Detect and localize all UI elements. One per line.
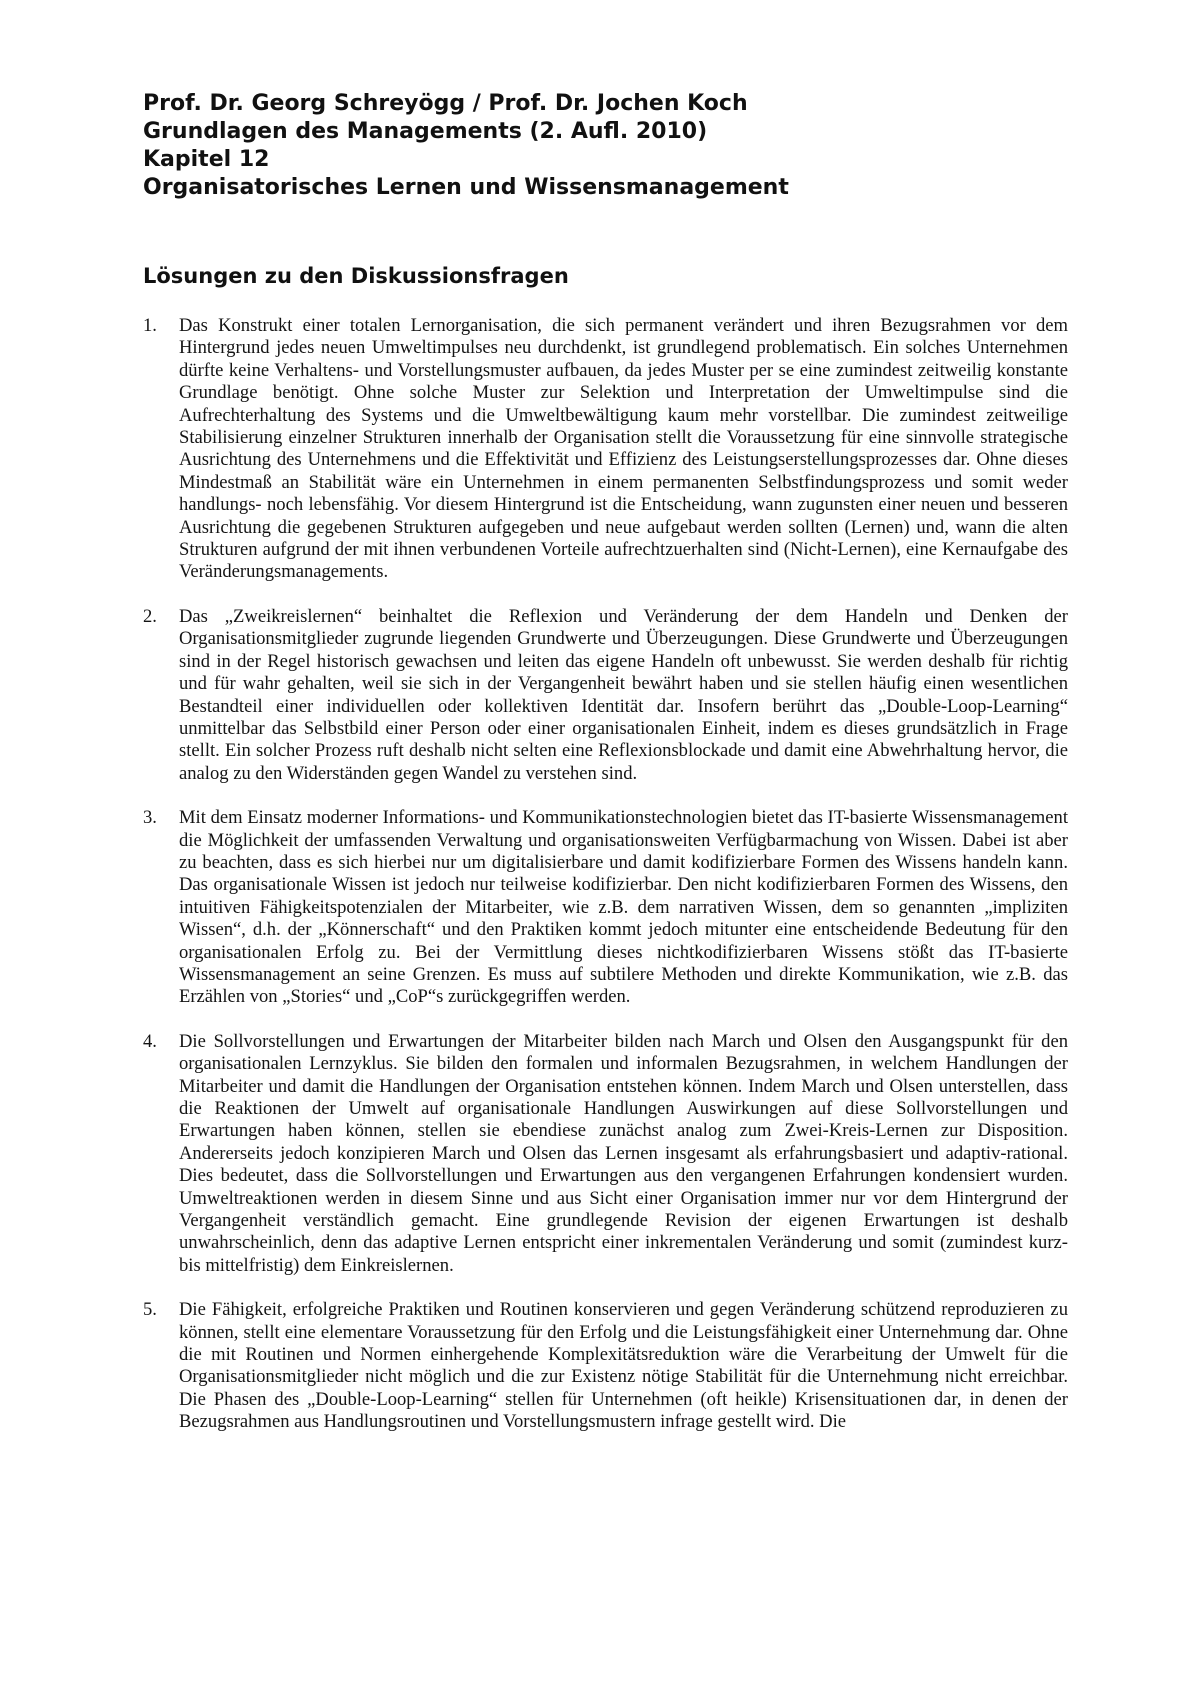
answer-item xyxy=(143,315,1068,584)
answer-number: 2. xyxy=(143,605,157,627)
answer-item xyxy=(143,807,1068,1009)
answer-number: 1. xyxy=(143,315,157,336)
answer-text: Das Konstrukt einer totalen Lernorganisation, die sich permanent verändert und ihren Bezugsrahmen vor dem Hintergrund jedes neuen Umweltimpulses neu durchdenkt, ist grundlegend problematisch. Ein solches Unternehmen dürfte keine Verhaltens- und Vorstellungsmuster aufbauen, da jedes Muster per se eine zumindest zeitweilig konstante Grundlage benötigt. Ohne solche Muster zur Selektion und Interpretation der Umweltimpulse sind die Aufrechterhaltung des Systems und die Umweltbewältigung kaum mehr vorstellbar. Die zumindest zeitweilige Stabilisierung einzelner Strukturen innerhalb der Organisation stellt die Voraussetzung für eine sinnvolle strategische Ausrichtung des Unternehmens und die Effektivität und Effizienz des Leistungserstellungsprozesses dar. Ohne dieses Mindestmaß an Stabilität wäre ein Unternehmen in einem permanenten Selbstfindungsprozess und somit weder handlungs- noch lebensfähig. Vor diesem Hintergrund ist die Entscheidung, wann zugunsten einer neuen und besseren Ausrichtung die gegebenen Strukturen aufgegeben und neue aufgebaut werden sollten (Lernen) und, wann die alten Strukturen aufgrund der mit ihnen verbundenen Vorteile aufrechtzuerhalten sind (Nicht-Lernen), eine Kernaufgabe des Veränderungsmanagements. xyxy=(179,315,1068,583)
chapter-title-line: Organisatorisches Lernen und Wissensmanagement xyxy=(143,175,789,200)
document-header xyxy=(143,90,1063,202)
answer-number: 4. xyxy=(143,1030,157,1052)
answer-text: Die Sollvorstellungen und Erwartungen der Mitarbeiter bilden nach March und Olsen den Ausgangspunkt für den organisationalen Lernzyklus. Sie bilden den formalen und informalen Bezugsrahmen, in welchem Handlungen der Mitarbeiter und damit die Handlungen der Organisation entstehen können. Indem March und Olsen unterstellen, dass die Reaktionen der Umwelt auf organisationale Handlungen Auswirkungen auf diese Sollvorstellungen und Erwartungen haben können, stellen sie ebendiese zunächst analog zum Zwei-Kreis-Lernen zur Disposition. Andererseits jedoch konzipieren March und Olsen das Lernen insgesamt als erfahrungsbasiert und adaptiv-rational. Dies bedeutet, dass die Sollvorstellungen und Erwartungen aus den vergangenen Erfahrungen kondensiert wurden. Umweltreaktionen werden in diesem Sinne und aus Sicht einer Organisation immer nur vor dem Hintergrund der Vergangenheit verständlich gemacht. Eine grundlegende Revision der eigenen Erwartungen ist deshalb unwahrscheinlich, denn das adaptive Lernen entspricht einer inkrementalen Veränderung und somit (zumindest kurz- bis mittelfristig) dem Einkreislernen. xyxy=(179,1030,1068,1276)
book-title-line: Grundlagen des Managements (2. Aufl. 2010) xyxy=(143,119,708,144)
answer-text: Die Fähigkeit, erfolgreiche Praktiken und Routinen konservieren und gegen Veränderung schützend reproduzieren zu können, stellt eine elementare Voraussetzung für den Erfolg und die Leistungsfähigkeit einer Unternehmung dar. Ohne die mit Routinen und Normen einhergehende Komplexitätsreduktion wäre die Verarbeitung der Umwelt für die Organisationsmitglieder nicht möglich und die zur Existenz nötige Stabilität für die Unternehmung nicht erreichbar. Die Phasen des „Double-Loop-Learning“ stellen für Unternehmen (oft heikle) Krisensituationen dar, in denen der Bezugsrahmen aus Handlungsroutinen und Vorstellungsmustern infrage gestellt wird. Die xyxy=(179,1299,1068,1433)
section-heading: Lösungen zu den Diskussionsfragen xyxy=(143,264,569,288)
author-line: Prof. Dr. Georg Schreyögg / Prof. Dr. Jochen Koch xyxy=(143,91,748,116)
answer-text: Das „Zweikreislernen“ beinhaltet die Reflexion und Veränderung der dem Handeln und Denken der Organisationsmitglieder zugrunde liegenden Grundwerte und Überzeugungen. Diese Grundwerte und Überzeugungen sind in der Regel historisch gewachsen und leiten das eigene Handeln oft unbewusst. Sie werden deshalb für richtig und für wahr gehalten, weil sie sich in der Vergangenheit bewährt haben und sie stellen häufig einen wesentlichen Bestandteil einer individuellen oder kollektiven Identität dar. Insofern berührt das „Double-Loop-Learning“ unmittelbar das Selbstbild einer Person oder einer organisationalen Einheit, indem es dieses grundsätzlich in Frage stellt. Ein solcher Prozess ruft deshalb nicht selten eine Reflexionsblockade und damit eine Abwehrhaltung hervor, die analog zu den Widerständen gegen Wandel zu verstehen sind. xyxy=(179,605,1068,784)
answer-number: 3. xyxy=(143,807,157,829)
answer-list xyxy=(143,315,1068,1456)
answer-item xyxy=(143,1031,1068,1277)
chapter-line: Kapitel 12 xyxy=(143,147,270,172)
answer-item xyxy=(143,606,1068,785)
answer-number: 5. xyxy=(143,1299,157,1321)
answer-text: Mit dem Einsatz moderner Informations- und Kommunikationstechnologien bietet das IT-basierte Wissensmanagement die Möglichkeit der umfassenden Verwaltung und organisationsweiten Verfügbarmachung von Wissen. Dabei ist aber zu beachten, dass es sich hierbei nur um digitalisierbare und damit kodifizierbare Formen des Wissens handeln kann. Das organisationale Wissen ist jedoch nur teilweise kodifizierbar. Den nicht kodifizierbaren Formen des Wissens, den intuitiven Fähigkeitspotenzialen der Mitarbeiter, wie z.B. dem narrativen Wissen, dem so genannten „impliziten Wissen“, d.h. der „Könnerschaft“ und den Praktiken kommt jedoch mitunter eine entscheidende Bedeutung für den organisationalen Erfolg zu. Bei der Vermittlung dieses nichtkodifizierbaren Wissens stößt das IT-basierte Wissensmanagement an seine Grenzen. Es muss auf subtilere Methoden und direkte Kommunikation, wie z.B. das Erzählen von „Stories“ und „CoP“s zurückgegriffen werden. xyxy=(179,807,1068,1008)
answer-item xyxy=(143,1299,1068,1433)
